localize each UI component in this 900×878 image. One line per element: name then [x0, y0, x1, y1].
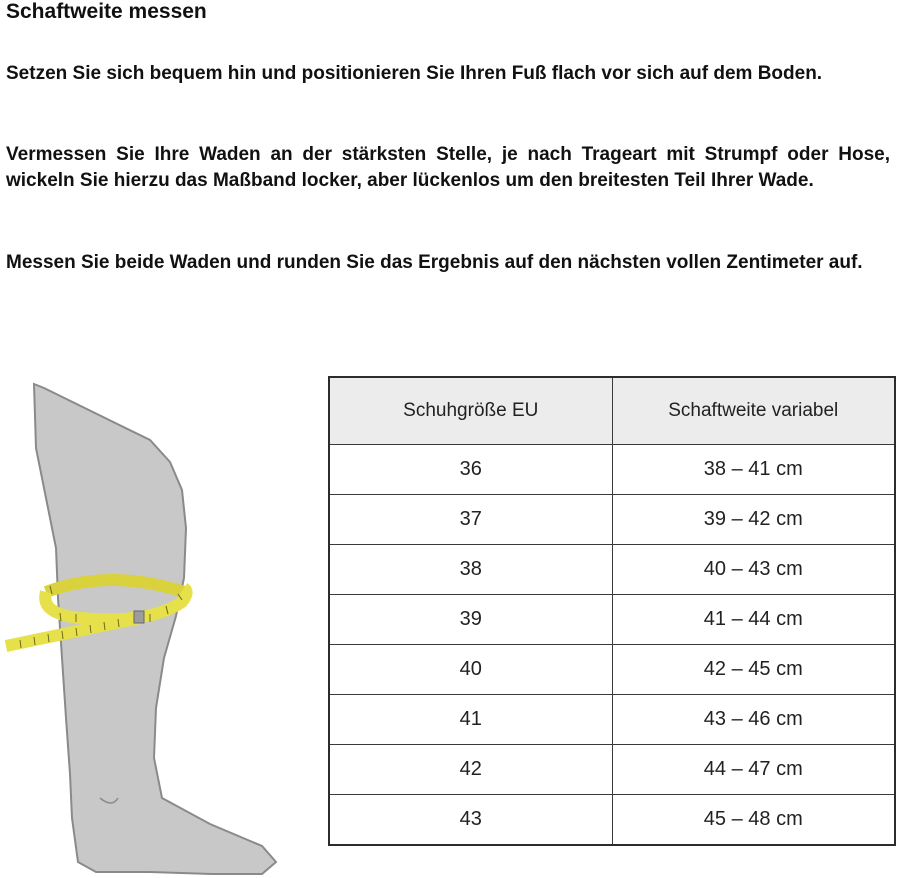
- cell-shaft-width: 39 – 42 cm: [612, 495, 895, 545]
- cell-shoe-size: 40: [329, 645, 612, 695]
- table-row: [329, 545, 895, 595]
- cell-shaft-width: 38 – 41 cm: [612, 445, 895, 495]
- table-row: [329, 595, 895, 645]
- table-header-row: [329, 377, 895, 445]
- instruction-paragraph-3: Messen Sie beide Waden und runden Sie das Ergebnis auf den nächsten vollen Zentimeter auf.: [6, 252, 863, 273]
- table-row: [329, 695, 895, 745]
- cell-shoe-size: 38: [329, 545, 612, 595]
- cell-shaft-width: 42 – 45 cm: [612, 645, 895, 695]
- table-row: [329, 445, 895, 495]
- instruction-paragraph-1: Setzen Sie sich bequem hin und positionieren Sie Ihren Fuß flach vor sich auf dem Boden.: [6, 63, 823, 84]
- table-row: [329, 795, 895, 846]
- instruction-paragraph-2: Vermessen Sie Ihre Waden an der stärksten Stelle, je nach Trageart mit Strumpf oder Hose, wickeln Sie hierzu das Maßband locker, aber lückenlos um den breitesten Teil Ihrer Wade.: [6, 144, 890, 191]
- leg-measuring-illustration: [0, 378, 290, 878]
- cell-shoe-size: 43: [329, 795, 612, 846]
- table-row: [329, 495, 895, 545]
- shaft-width-size-table: [328, 376, 896, 846]
- cell-shaft-width: 45 – 48 cm: [612, 795, 895, 846]
- cell-shoe-size: 39: [329, 595, 612, 645]
- header-shaft-width: Schaftweite variabel: [612, 377, 895, 445]
- cell-shoe-size: 41: [329, 695, 612, 745]
- cell-shaft-width: 43 – 46 cm: [612, 695, 895, 745]
- cell-shoe-size: 37: [329, 495, 612, 545]
- header-shoe-size: Schuhgröße EU: [329, 377, 612, 445]
- table-row: [329, 745, 895, 795]
- cell-shaft-width: 41 – 44 cm: [612, 595, 895, 645]
- cell-shoe-size: 36: [329, 445, 612, 495]
- cell-shoe-size: 42: [329, 745, 612, 795]
- cell-shaft-width: 40 – 43 cm: [612, 545, 895, 595]
- tape-clip: [134, 611, 144, 623]
- page-title: Schaftweite messen: [6, 0, 207, 23]
- cell-shaft-width: 44 – 47 cm: [612, 745, 895, 795]
- table-row: [329, 645, 895, 695]
